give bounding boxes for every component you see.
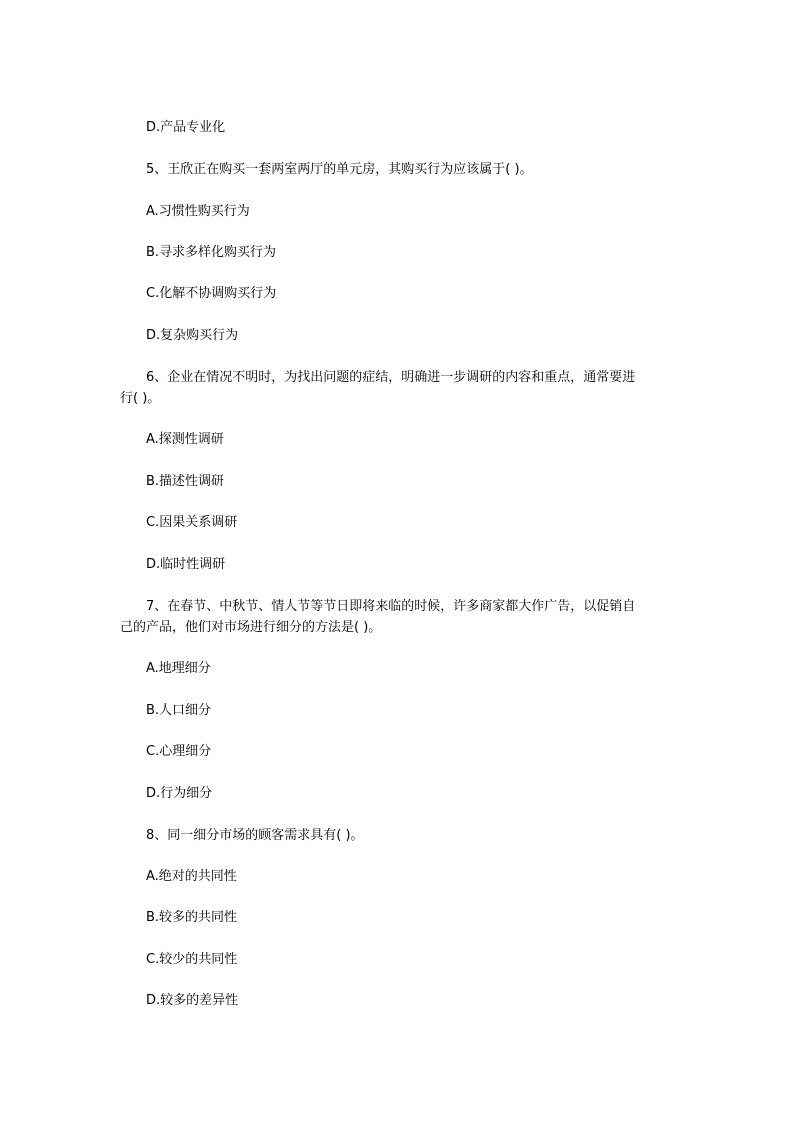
option-5a: A.习惯性购买行为 [146, 204, 250, 219]
question-5: 5、王欣正在购买一套两室两厅的单元房，其购买行为应该属于( )。 [146, 162, 533, 177]
option-8d: D.较多的差异性 [146, 993, 239, 1008]
question-6-line-1: 6、企业在情况不明时，为找出问题的症结，明确进一步调研的内容和重点，通常要进 [146, 370, 636, 385]
option-8b: B.较多的共同性 [146, 910, 238, 925]
question-7-line-1: 7、在春节、中秋节、情人节等节日即将来临的时候，许多商家都大作广告，以促销自 [146, 599, 636, 614]
option-8c: C.较少的共同性 [146, 952, 238, 967]
option-7b: B.人口细分 [146, 703, 212, 718]
option-6b: B.描述性调研 [146, 474, 225, 489]
question-6-line-2: 行( )。 [120, 391, 161, 406]
option-7d: D.行为细分 [146, 786, 213, 801]
option-6a: A.探测性调研 [146, 432, 224, 447]
option-4d: D.产品专业化 [146, 120, 226, 135]
option-5d: D.复杂购买行为 [146, 328, 239, 343]
option-7a: A.地理细分 [146, 661, 211, 676]
question-7-line-2: 己的产品，他们对市场进行细分的方法是( )。 [120, 620, 382, 635]
option-6c: C.因果关系调研 [146, 515, 238, 530]
option-5c: C.化解不协调购买行为 [146, 286, 277, 301]
option-5b: B.寻求多样化购买行为 [146, 245, 277, 260]
question-8: 8、同一细分市场的顾客需求具有( )。 [146, 828, 364, 843]
option-6d: D.临时性调研 [146, 557, 226, 572]
option-8a: A.绝对的共同性 [146, 869, 237, 884]
option-7c: C.心理细分 [146, 744, 212, 759]
